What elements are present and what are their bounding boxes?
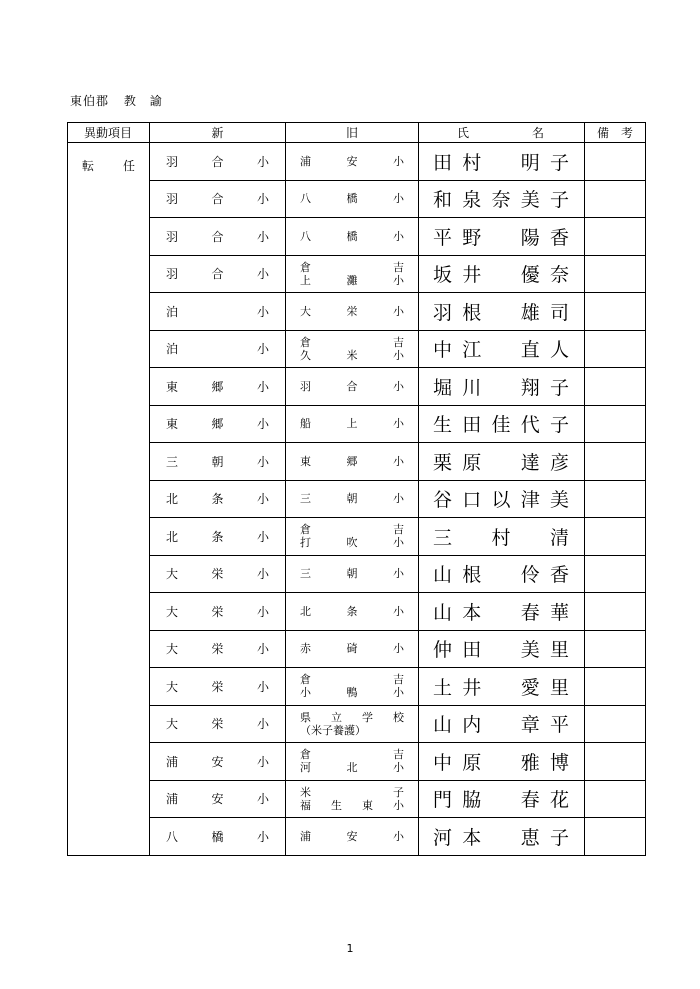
note-cell [585, 705, 646, 743]
note-cell [585, 593, 646, 631]
name-cell: 門 脇 春 花 [419, 780, 585, 818]
new-school-cell: 泊 小 [150, 330, 286, 368]
old-school-cell: 県 立 学 校 （米子養護） [286, 705, 419, 743]
note-cell [585, 330, 646, 368]
table-row [68, 555, 646, 593]
new-school-cell: 大 栄 小 [150, 705, 286, 743]
old-school-cell: 船 上 小 [286, 405, 419, 443]
new-school-cell: 八 橋 小 [150, 818, 286, 856]
note-cell [585, 143, 646, 181]
table-row [68, 668, 646, 706]
old-school-cell: 東 郷 小 [286, 443, 419, 481]
old-school-cell: 倉 吉 河 北 小 [286, 743, 419, 781]
table-row [68, 630, 646, 668]
new-school-cell: 北 条 小 [150, 518, 286, 556]
new-school-cell: 羽 合 小 [150, 180, 286, 218]
old-school-cell: 大 栄 小 [286, 293, 419, 331]
name-cell: 谷 口 以 津 美 [419, 480, 585, 518]
header-name: 氏 名 [419, 123, 585, 143]
table-row [68, 480, 646, 518]
old-school-cell: 倉 吉 久 米 小 [286, 330, 419, 368]
new-school-cell: 大 栄 小 [150, 630, 286, 668]
header-note: 備 考 [585, 123, 646, 143]
note-cell [585, 443, 646, 481]
new-school-cell: 東 郷 小 [150, 405, 286, 443]
new-school-cell: 三 朝 小 [150, 443, 286, 481]
header-row [68, 123, 646, 143]
name-cell: 山 内 章 平 [419, 705, 585, 743]
new-school-cell: 羽 合 小 [150, 218, 286, 256]
old-school-cell: 倉 吉 小 鴨 小 [286, 668, 419, 706]
old-school-cell: 倉 吉 上 灘 小 [286, 255, 419, 293]
note-cell [585, 630, 646, 668]
name-cell: 羽 根 雄 司 [419, 293, 585, 331]
old-school-cell: 北 条 小 [286, 593, 419, 631]
note-cell [585, 405, 646, 443]
note-cell [585, 668, 646, 706]
district-label: 東伯郡 [70, 94, 110, 108]
table-row [68, 330, 646, 368]
new-school-cell: 東 郷 小 [150, 368, 286, 406]
table-row [68, 518, 646, 556]
name-cell: 土 井 愛 里 [419, 668, 585, 706]
old-school-cell: 赤 碕 小 [286, 630, 419, 668]
page-heading [70, 92, 163, 109]
name-cell: 中 原 雅 博 [419, 743, 585, 781]
header-old: 旧 [286, 123, 419, 143]
new-school-cell: 大 栄 小 [150, 668, 286, 706]
new-school-cell: 浦 安 小 [150, 780, 286, 818]
old-school-cell: 米 子 福 生 東 小 [286, 780, 419, 818]
new-school-cell: 羽 合 小 [150, 255, 286, 293]
old-school-cell: 三 朝 小 [286, 480, 419, 518]
note-cell [585, 818, 646, 856]
new-school-cell: 浦 安 小 [150, 743, 286, 781]
name-cell: 山 根 伶 香 [419, 555, 585, 593]
table-row [68, 593, 646, 631]
table-row [68, 705, 646, 743]
note-cell [585, 218, 646, 256]
new-school-cell: 羽 合 小 [150, 143, 286, 181]
name-cell: 仲 田 美 里 [419, 630, 585, 668]
table-row [68, 743, 646, 781]
old-school-cell: 三 朝 小 [286, 555, 419, 593]
note-cell [585, 480, 646, 518]
table-row [68, 405, 646, 443]
table-row [68, 368, 646, 406]
name-cell: 山 本 春 華 [419, 593, 585, 631]
category-cell: 転 任 [68, 143, 150, 856]
table-row [68, 818, 646, 856]
note-cell [585, 518, 646, 556]
position-label: 教 諭 [123, 94, 163, 108]
name-cell: 堀 川 翔 子 [419, 368, 585, 406]
transfer-table [67, 122, 646, 856]
table-row [68, 293, 646, 331]
note-cell [585, 743, 646, 781]
name-cell: 河 本 恵 子 [419, 818, 585, 856]
old-school-cell: 浦 安 小 [286, 143, 419, 181]
header-new: 新 [150, 123, 286, 143]
note-cell [585, 368, 646, 406]
new-school-cell: 北 条 小 [150, 480, 286, 518]
page-number: 1 [346, 942, 354, 955]
old-school-cell: 羽 合 小 [286, 368, 419, 406]
name-cell: 生 田 佳 代 子 [419, 405, 585, 443]
table-row [68, 255, 646, 293]
old-school-cell: 八 橋 小 [286, 218, 419, 256]
name-cell: 和 泉 奈 美 子 [419, 180, 585, 218]
name-cell: 三 村 清 [419, 518, 585, 556]
old-school-cell: 八 橋 小 [286, 180, 419, 218]
note-cell [585, 255, 646, 293]
note-cell [585, 780, 646, 818]
name-cell: 田 村 明 子 [419, 143, 585, 181]
header-category: 異動項目 [68, 123, 150, 143]
table-row [68, 180, 646, 218]
name-cell: 中 江 直 人 [419, 330, 585, 368]
new-school-cell: 大 栄 小 [150, 593, 286, 631]
table-row [68, 218, 646, 256]
old-school-cell: 浦 安 小 [286, 818, 419, 856]
name-cell: 平 野 陽 香 [419, 218, 585, 256]
note-cell [585, 555, 646, 593]
table-row [68, 780, 646, 818]
new-school-cell: 泊 小 [150, 293, 286, 331]
table-row [68, 443, 646, 481]
name-cell: 坂 井 優 奈 [419, 255, 585, 293]
table-row [68, 143, 646, 181]
new-school-cell: 大 栄 小 [150, 555, 286, 593]
old-school-cell: 倉 吉 打 吹 小 [286, 518, 419, 556]
name-cell: 栗 原 達 彦 [419, 443, 585, 481]
note-cell [585, 180, 646, 218]
note-cell [585, 293, 646, 331]
